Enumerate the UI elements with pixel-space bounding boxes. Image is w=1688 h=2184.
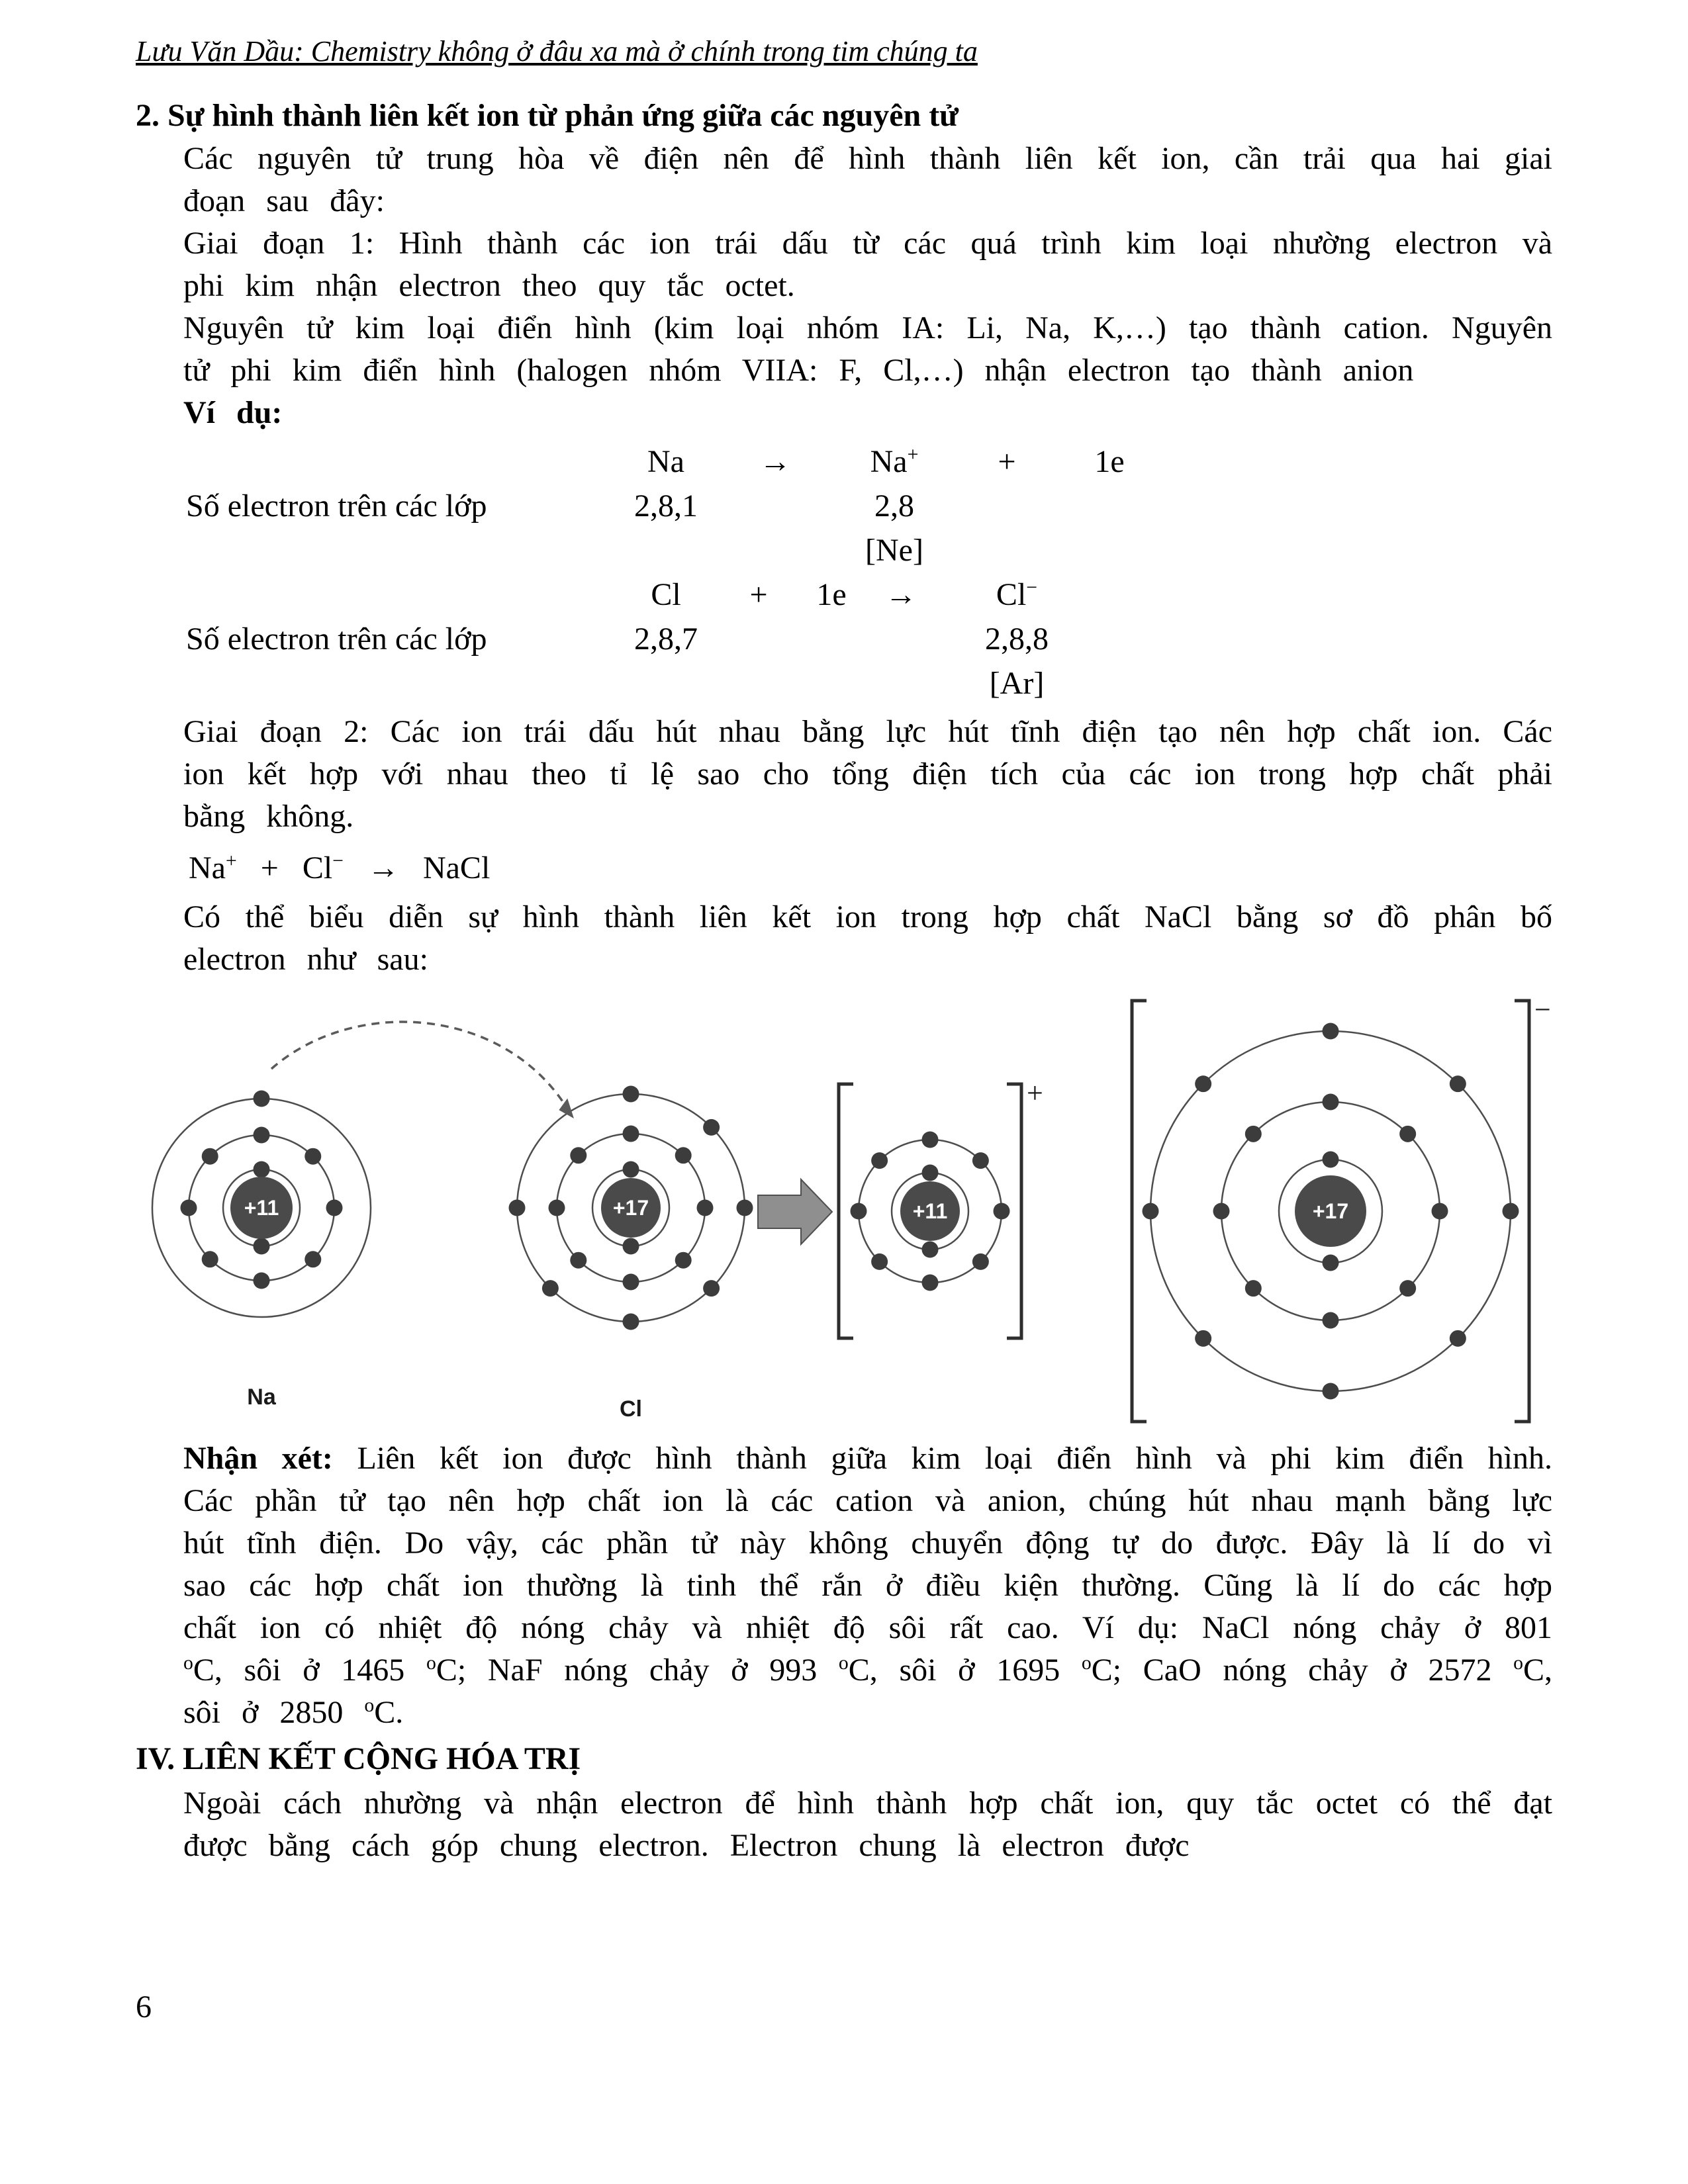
eq-spacer xyxy=(186,528,610,572)
na-shell-label: Số electron trên các lớp xyxy=(186,488,487,523)
electron-dot xyxy=(305,1148,321,1165)
atom-label: Cl xyxy=(620,1396,642,1422)
electron-dot xyxy=(623,1126,639,1142)
electron-dot xyxy=(1323,1023,1339,1040)
electron-dot xyxy=(623,1161,639,1178)
ion-charge-sign: + xyxy=(1027,1077,1043,1109)
na-arrow: → xyxy=(759,444,791,479)
electron-dot xyxy=(202,1148,218,1165)
electron-dot xyxy=(570,1147,586,1163)
electron-dot xyxy=(922,1275,939,1291)
electron-dot xyxy=(922,1242,939,1258)
cl-config-before: 2,8,7 xyxy=(634,621,698,657)
electron-dot xyxy=(851,1203,867,1220)
electron-dot xyxy=(1503,1203,1519,1220)
na-noble-row xyxy=(186,528,1552,572)
electron-transfer-arrow xyxy=(271,1022,569,1112)
eq-spacer xyxy=(186,439,610,484)
cl-config-after: 2,8,8 xyxy=(985,621,1049,657)
cl-electron: 1e xyxy=(816,577,847,612)
paragraph-stage2: Giai đoạn 2: Các ion trái dấu hút nhau bằng lực hút tĩnh điện tạo nên hợp chất ion. Các ion kết hợp với nhau theo tỉ lệ sao cho tổng điện tích của các ion trong hợp chất phải bằng không. xyxy=(183,714,1552,834)
electron-dot xyxy=(1245,1126,1262,1142)
electron-dot xyxy=(1323,1094,1339,1111)
bohr-atom-ion-2 xyxy=(839,1077,1043,1338)
na-config-after: 2,8 xyxy=(874,488,914,523)
electron-dot xyxy=(1195,1330,1211,1347)
page-number: 6 xyxy=(136,1989,152,2025)
running-header xyxy=(136,34,1552,68)
cl-ion-symbol: Cl− xyxy=(996,576,1038,612)
bohr-diagram-svg xyxy=(136,993,1552,1430)
electron-dot xyxy=(623,1274,639,1291)
na-noble-config: [Ne] xyxy=(865,533,923,568)
eq-spacer xyxy=(868,661,934,705)
nucleus-charge-label: +11 xyxy=(912,1199,948,1223)
na-symbol: Na xyxy=(647,444,684,479)
electron-dot xyxy=(181,1200,197,1216)
electron-dot xyxy=(1323,1255,1339,1271)
electron-dot xyxy=(509,1200,526,1216)
electron-dot xyxy=(972,1253,989,1270)
section-4-heading: IV. LIÊN KẾT CỘNG HÓA TRỊ xyxy=(136,1741,581,1776)
electron-dot xyxy=(254,1161,270,1178)
electron-dot xyxy=(623,1086,639,1103)
eq-spacer xyxy=(722,528,828,572)
electron-dot xyxy=(1245,1280,1262,1297)
electron-dot xyxy=(549,1200,565,1216)
electron-dot xyxy=(623,1314,639,1330)
electron-dot xyxy=(1323,1152,1339,1168)
electron-dot xyxy=(703,1119,720,1136)
electron-dot xyxy=(1323,1383,1339,1400)
electron-dot xyxy=(254,1238,270,1255)
electron-dot xyxy=(697,1200,714,1216)
eq-spacer xyxy=(722,661,795,705)
bohr-atom-Cl xyxy=(509,1086,753,1422)
paragraph-covalent-intro: Ngoài cách nhường và nhận electron để hình thành hợp chất ion, quy tắc octet có thể đạt được bằng cách góp chung electron. Electron chung là electron được xyxy=(183,1786,1552,1863)
example-label: Ví dụ: xyxy=(183,395,283,430)
eq-spacer xyxy=(795,617,868,661)
electron-dot xyxy=(1450,1330,1466,1347)
electron-dot xyxy=(675,1147,692,1163)
electron-dot xyxy=(1432,1203,1448,1220)
paragraph-intro: Các nguyên tử trung hòa về điện nên để hình thành liên kết ion, cần trải qua hai giai đoạn sau đây: xyxy=(183,141,1552,218)
eq-spacer xyxy=(610,528,722,572)
electron-dot xyxy=(871,1152,888,1169)
paragraph-typical-atoms: Nguyên tử kim loại điển hình (kim loại nhóm IA: Li, Na, K,…) tạo thành cation. Nguyên tử phi kim điển hình (halogen nhóm VIIA: F, Cl,…) nhận electron tạo thành anion xyxy=(183,310,1552,388)
cl-noble-config: [Ar] xyxy=(989,666,1045,701)
cl-shell-row xyxy=(186,617,1552,661)
ionization-equations xyxy=(186,439,1552,705)
electron-dot xyxy=(1323,1312,1339,1329)
electron-dot xyxy=(1450,1075,1466,1092)
electron-dot xyxy=(922,1132,939,1148)
cl-arrow: → xyxy=(885,577,917,612)
electron-dot xyxy=(254,1091,270,1107)
eq-spacer xyxy=(610,661,722,705)
electron-dot xyxy=(871,1253,888,1270)
cl-noble-row xyxy=(186,661,1552,705)
na-electron: 1e xyxy=(1094,444,1125,479)
paragraph-stage1: Giai đoạn 1: Hình thành các ion trái dấu từ các quá trình kim loại nhường electron và phi kim nhận electron theo quy tắc octet. xyxy=(183,226,1552,303)
paragraph-diagram-intro: Có thể biểu diễn sự hình thành liên kết ion trong hợp chất NaCl bằng sơ đồ phân bố electron như sau: xyxy=(183,899,1552,977)
electron-dot xyxy=(922,1165,939,1181)
electron-distribution-diagram xyxy=(136,993,1552,1430)
electron-dot xyxy=(254,1273,270,1289)
electron-dot xyxy=(305,1251,321,1267)
eq-spacer xyxy=(722,484,828,528)
na-ion-symbol: Na+ xyxy=(870,443,919,479)
electron-dot xyxy=(972,1152,989,1169)
cl-plus-sign: + xyxy=(749,577,768,612)
electron-dot xyxy=(1399,1126,1416,1142)
ion-charge-sign: − xyxy=(1534,993,1551,1026)
nucleus-charge-label: +17 xyxy=(612,1196,649,1220)
electron-dot xyxy=(570,1252,586,1269)
electron-dot xyxy=(1195,1075,1211,1092)
remark-paragraph: Nhận xét: Liên kết ion được hình thành giữa kim loại điển hình và phi kim điển hình. Các phần tử tạo nên hợp chất ion là các cation và anion, chúng hút nhau mạnh bằng lực hút tĩnh điện. Do vậy, các phần tử này không chuyển động tự do được. Đây là lí do vì sao các hợp chất ion thường là tinh thể rắn ở điều kiện thường. Cũng là lí do các hợp chất ion có nhiệt độ nóng chảy và nhiệt độ sôi rất cao. Ví dụ: NaCl nóng chảy ở 801 $^o$C, sôi ở 1465 $^o$C; NaF nóng chảy ở 993 $^o$C, sôi ở 1695 $^o$C; CaO nóng chảy ở 2572 $^o$C, sôi ở 2850 $^o$C. xyxy=(183,1441,1553,1730)
electron-dot xyxy=(623,1238,639,1255)
electron-dot xyxy=(675,1252,692,1269)
na-config-before: 2,8,1 xyxy=(634,488,698,523)
electron-dot xyxy=(1143,1203,1159,1220)
electron-dot xyxy=(994,1203,1010,1220)
eq-spacer xyxy=(795,661,868,705)
electron-dot xyxy=(737,1200,753,1216)
cl-symbol: Cl xyxy=(651,577,681,612)
na-equation-row xyxy=(186,439,1552,484)
eq-spacer xyxy=(186,661,610,705)
cl-shell-label: Số electron trên các lớp xyxy=(186,621,487,657)
bohr-atom-ion-3 xyxy=(1132,993,1551,1422)
na-shell-row xyxy=(186,484,1552,528)
electron-dot xyxy=(326,1200,343,1216)
electron-dot xyxy=(703,1280,720,1297)
nucleus-charge-label: +11 xyxy=(244,1196,279,1220)
reaction-arrow xyxy=(758,1179,832,1244)
electron-dot xyxy=(542,1280,559,1297)
electron-dot xyxy=(1399,1280,1416,1297)
eq-spacer xyxy=(868,617,934,661)
electron-dot xyxy=(1213,1203,1230,1220)
eq-spacer xyxy=(186,572,610,617)
electron-dot xyxy=(202,1251,218,1267)
section-2-heading: 2. Sự hình thành liên kết ion từ phản ứng giữa các nguyên tử xyxy=(136,98,959,133)
eq-spacer xyxy=(722,617,795,661)
bohr-atom-Na xyxy=(152,1091,371,1410)
electron-dot xyxy=(254,1127,270,1144)
atom-label: Na xyxy=(247,1385,276,1410)
nucleus-charge-label: +17 xyxy=(1312,1199,1349,1223)
cl-equation-row xyxy=(186,572,1552,617)
nacl-formation-equation: Na+ + Cl− → NaCl xyxy=(189,850,491,886)
running-header-text: Lưu Văn Dầu: Chemistry không ở đâu xa mà ở chính trong tim chúng ta xyxy=(136,35,978,68)
na-plus-sign: + xyxy=(998,444,1016,479)
